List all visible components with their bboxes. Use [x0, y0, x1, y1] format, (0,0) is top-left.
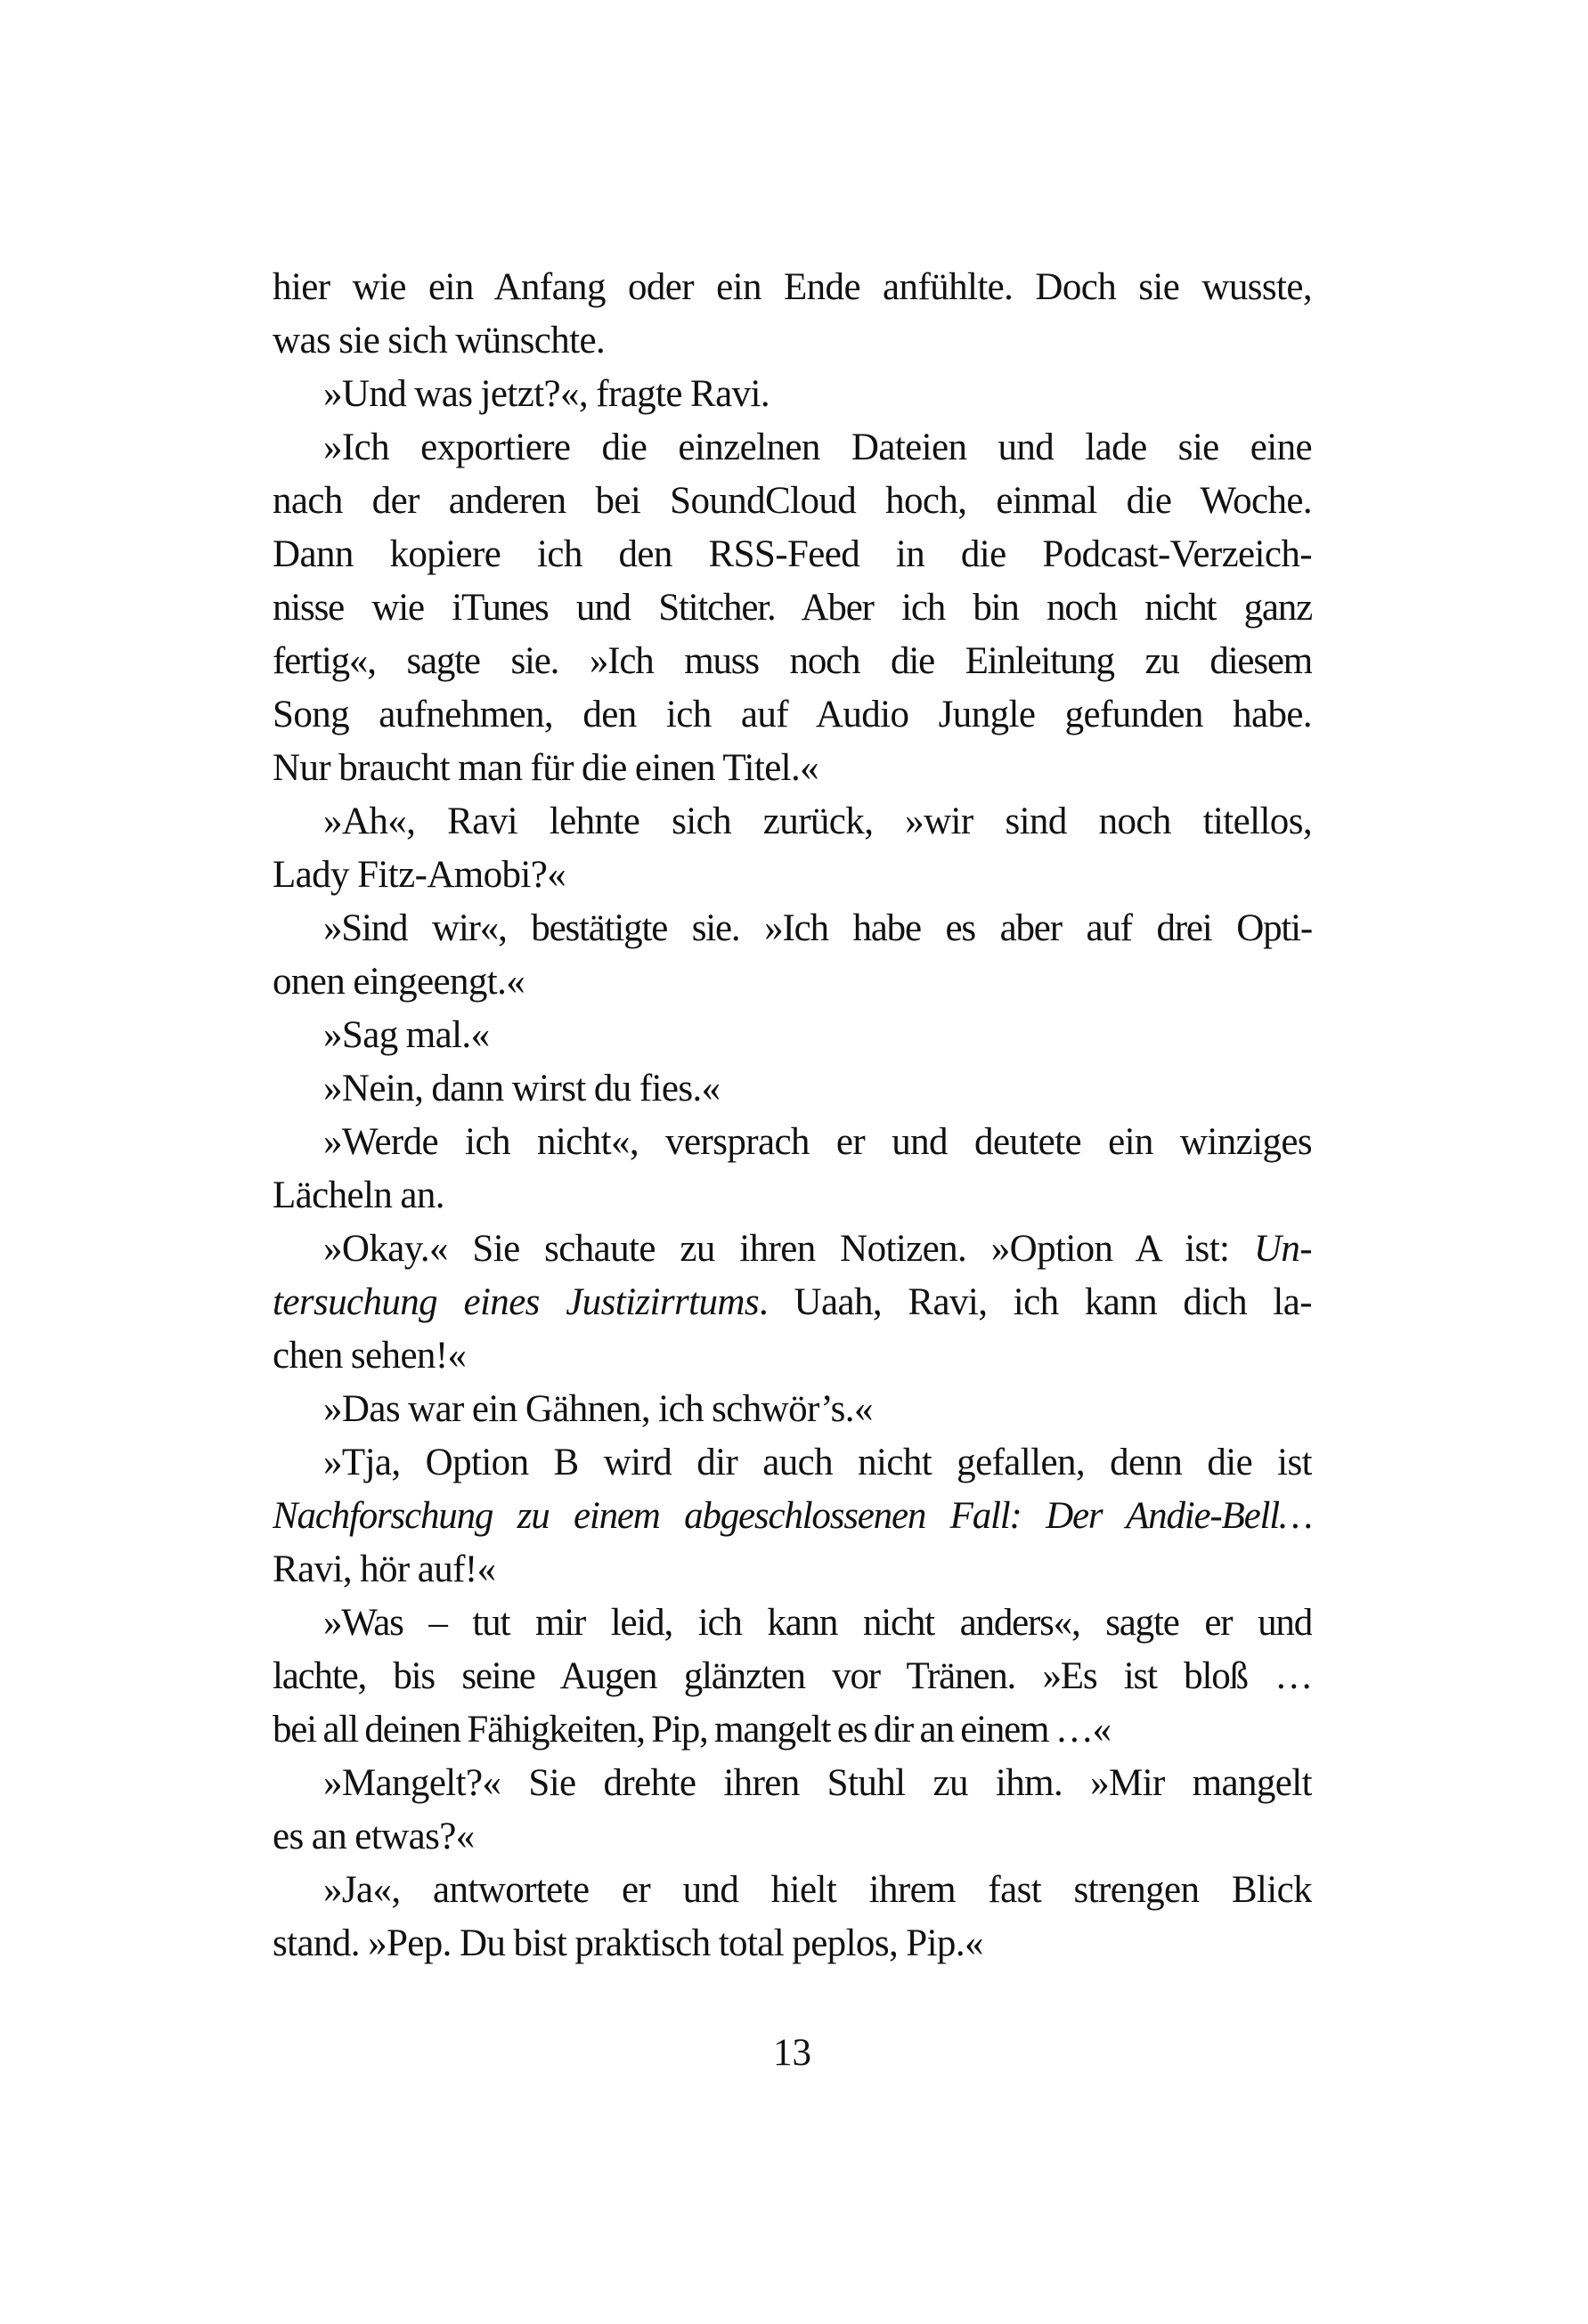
- text-segment: nach der anderen bei SoundCloud hoch, einmal die Woche.: [273, 480, 1312, 522]
- page-number: 13: [773, 2032, 811, 2074]
- italic-segment: tersuchung eines Justizirrtums: [273, 1281, 759, 1323]
- text-segment: Dann kopiere ich den RSS-Feed in die Podcast-Verzeich-: [273, 533, 1312, 575]
- text-line: [273, 1543, 1312, 1597]
- text-line: [273, 1810, 1312, 1864]
- text-segment: Nur braucht man für die einen Titel.«: [273, 747, 819, 789]
- text-line: [273, 1276, 1312, 1329]
- text-line: [273, 1757, 1312, 1810]
- body-text: [273, 261, 1312, 1971]
- italic-segment: Un-: [1253, 1228, 1312, 1270]
- text-line: [273, 261, 1312, 314]
- text-segment: »Okay.« Sie schaute zu ihren Notizen. »Option A ist:: [323, 1228, 1254, 1270]
- text-line: [273, 1009, 1312, 1062]
- text-segment: chen sehen!«: [273, 1335, 467, 1377]
- text-line: [273, 475, 1312, 528]
- text-segment: »Ja«, antwortete er und hielt ihrem fast strengen Blick: [323, 1869, 1312, 1911]
- text-segment: »Was – tut mir leid, ich kann nicht anders«, sagte er und: [323, 1602, 1312, 1644]
- text-segment: stand. »Pep. Du bist praktisch total peplos, Pip.«: [273, 1922, 983, 1964]
- text-segment: lachte, bis seine Augen glänzten vor Tränen. »Es ist bloß …: [273, 1655, 1312, 1697]
- text-segment: »Und was jetzt?«, fragte Ravi.: [323, 373, 770, 415]
- text-segment: Ravi, hör auf!«: [273, 1548, 496, 1590]
- text-segment: Lächeln an.: [273, 1174, 444, 1216]
- text-segment: »Tja, Option B wird dir auch nicht gefallen, denn die ist: [323, 1442, 1312, 1483]
- text-line: [273, 1917, 1312, 1971]
- text-line: [273, 1169, 1312, 1223]
- text-line: [273, 1703, 1312, 1757]
- text-line: [273, 1436, 1312, 1490]
- text-line: [273, 1223, 1312, 1276]
- text-line: [273, 1383, 1312, 1436]
- text-line: [273, 742, 1312, 795]
- text-segment: es an etwas?«: [273, 1816, 475, 1857]
- text-segment: fertig«, sagte sie. »Ich muss noch die Einleitung zu diesem: [273, 640, 1312, 682]
- text-segment: »Nein, dann wirst du fies.«: [323, 1068, 721, 1109]
- text-line: [273, 1650, 1312, 1703]
- text-line: [273, 635, 1312, 688]
- text-segment: onen eingeengt.«: [273, 961, 525, 1003]
- text-line: [273, 1116, 1312, 1169]
- text-segment: »Ah«, Ravi lehnte sich zurück, »wir sind noch titellos,: [323, 800, 1312, 842]
- text-line: [273, 528, 1312, 581]
- text-line: [273, 368, 1312, 421]
- text-segment: »Werde ich nicht«, versprach er und deutete ein winziges: [323, 1121, 1312, 1163]
- text-segment: »Sag mal.«: [323, 1014, 490, 1056]
- text-line: [273, 849, 1312, 902]
- text-line: [273, 795, 1312, 849]
- text-segment: »Ich exportiere die einzelnen Dateien und lade sie eine: [323, 427, 1312, 468]
- text-line: [273, 1864, 1312, 1917]
- text-line: [273, 1597, 1312, 1650]
- text-line: [273, 581, 1312, 635]
- text-segment: Lady Fitz-Amobi?«: [273, 854, 566, 896]
- text-line: [273, 421, 1312, 475]
- text-line: [273, 1490, 1312, 1543]
- text-segment: . Uaah, Ravi, ich kann dich la-: [759, 1281, 1312, 1323]
- text-line: [273, 955, 1312, 1009]
- text-line: [273, 902, 1312, 955]
- text-segment: bei all deinen Fähigkeiten, Pip, mangelt es dir an einem …«: [273, 1709, 1111, 1751]
- text-segment: nisse wie iTunes und Stitcher. Aber ich bin noch nicht ganz: [273, 587, 1312, 629]
- text-segment: »Mangelt?« Sie drehte ihren Stuhl zu ihm. »Mir mangelt: [323, 1762, 1312, 1804]
- text-segment: Song aufnehmen, den ich auf Audio Jungle gefunden habe.: [273, 694, 1312, 735]
- text-segment: »Das war ein Gähnen, ich schwör’s.«: [323, 1388, 873, 1430]
- text-segment: was sie sich wünschte.: [273, 320, 606, 362]
- text-line: [273, 688, 1312, 742]
- text-line: [273, 314, 1312, 368]
- italic-segment: Nachforschung zu einem abgeschlossenen Fall: Der Andie-Bell…: [273, 1495, 1312, 1537]
- text-segment: »Sind wir«, bestätigte sie. »Ich habe es aber auf drei Opti-: [323, 907, 1312, 949]
- text-line: [273, 1062, 1312, 1116]
- text-line: [273, 1329, 1312, 1383]
- text-segment: hier wie ein Anfang oder ein Ende anfühlte. Doch sie wusste,: [273, 266, 1312, 308]
